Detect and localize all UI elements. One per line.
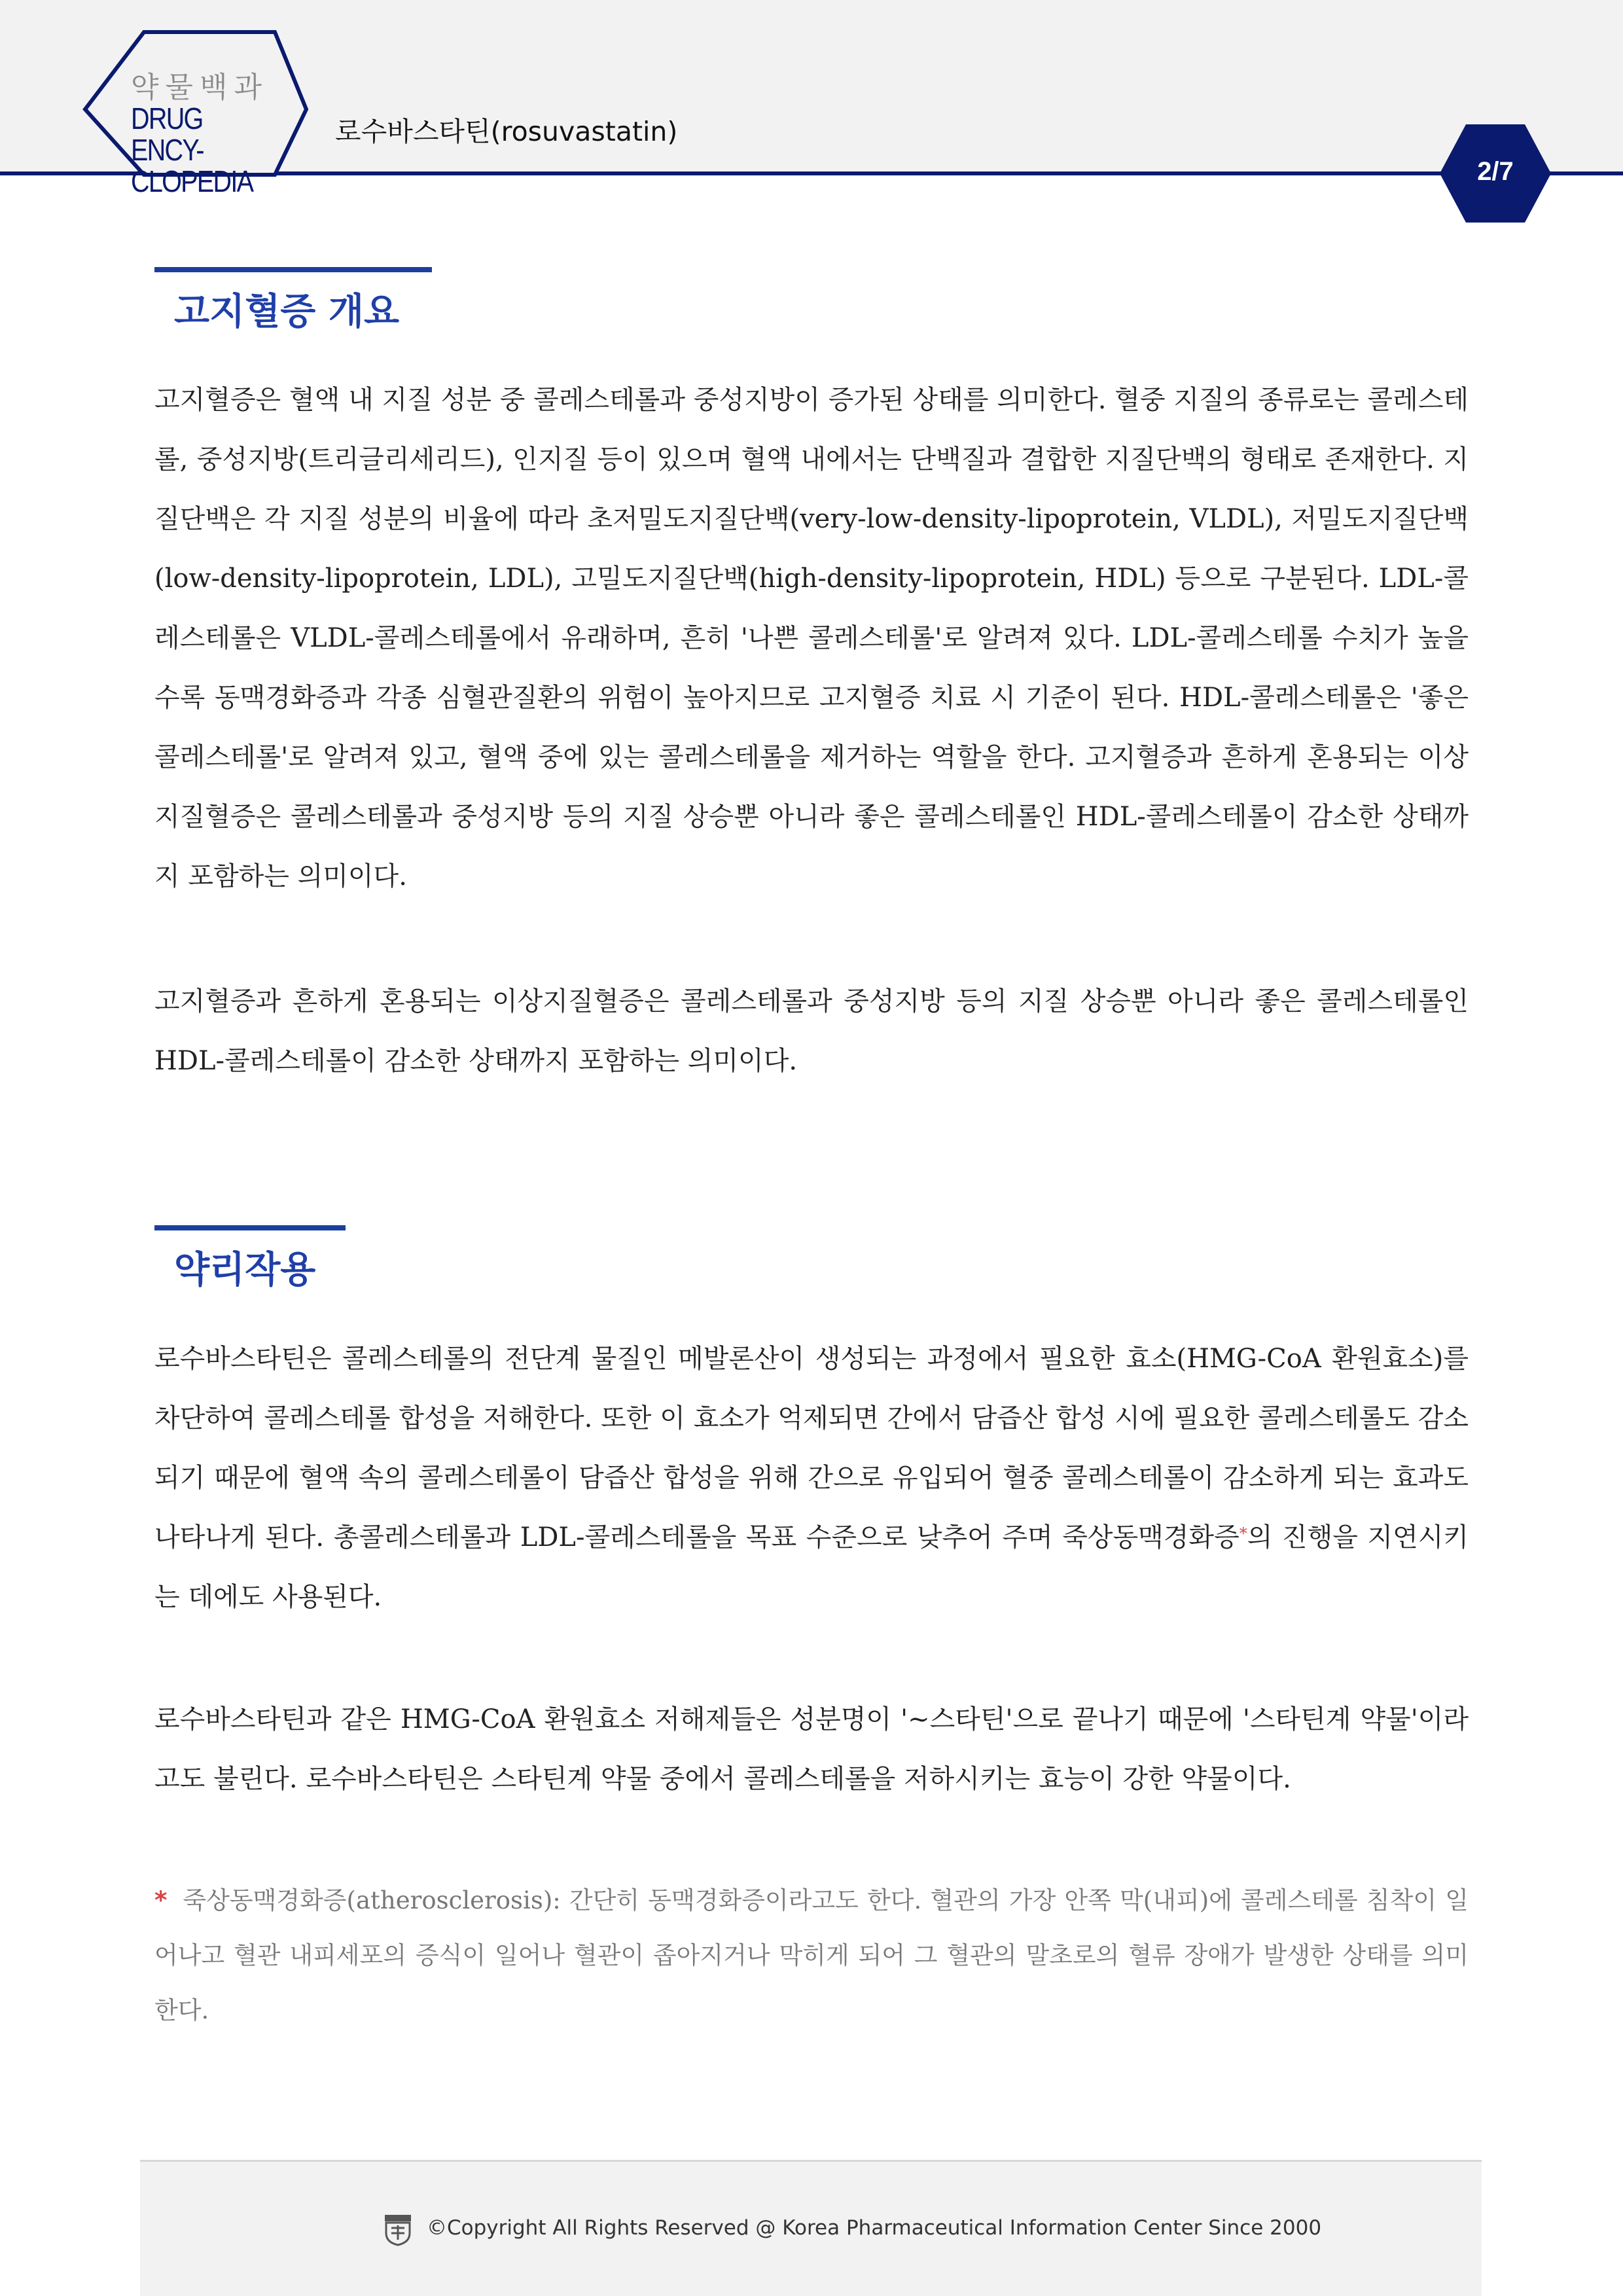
pharmacology-paragraph-1-tail: 의 진행을 지연시키는 데에도 사용된다. xyxy=(154,1522,1469,1612)
drug-encyclopedia-logo xyxy=(79,29,314,198)
footnote xyxy=(154,1873,1469,2038)
document-title: 로수바스타틴(rosuvastatin) xyxy=(335,116,678,147)
section-title-pharmacology: 약리작용 xyxy=(174,1249,316,1291)
page-number-badge xyxy=(1440,124,1551,223)
page-header xyxy=(0,0,1623,223)
footnote-reference-mark: * xyxy=(1239,1524,1247,1543)
overview-paragraph-2: 고지혈증과 흔하게 혼용되는 이상지질혈증은 콜레스테롤과 중성지방 등의 지질 상승뿐 아니라 좋은 콜레스테롤인 HDL-콜레스테롤이 감소한 상태까지 포함하는 의미이다. xyxy=(154,986,1469,1076)
copyright-text: ©Copyright All Rights Reserved @ Korea Pharmaceutical Information Center Since 2000 xyxy=(427,2216,1322,2240)
logo-english-line1: DRUG ENCY- xyxy=(131,101,204,167)
pharmacology-paragraph-1 xyxy=(154,1329,1469,1627)
section-rule-overview xyxy=(154,267,432,272)
page-footer xyxy=(140,2160,1482,2296)
logo-korean-text: 약물백과 xyxy=(131,71,269,104)
pharmacology-paragraph-1-text: 로수바스타틴은 콜레스테롤의 전단계 물질인 메발론산이 생성되는 과정에서 필요한 효소(HMG-CoA 환원효소)를 차단하여 콜레스테롤 합성을 저해한다. 또한 이 효소가 억제되면 간에서 담즙산 합성 시에 필요한 콜레스테롤도 감소되기 때문에 혈액 속의 콜레스테롤이 담즙산 합성을 위해 간으로 유입되어 혈중 콜레스테롤이 감소하게 되는 효과도 나타나게 된다. 총콜레스테롤과 LDL-콜레스테롤을 목표 수준으로 낮추어 주며 죽상동맥경화증 xyxy=(154,1344,1469,1552)
kpic-emblem-icon xyxy=(383,2214,412,2246)
logo-english-line2: CLOPEDIA xyxy=(131,164,253,198)
pharmacology-paragraph-2: 로수바스타틴과 같은 HMG-CoA 환원효소 저해제들은 성분명이 '~스타틴'으로 끝나기 때문에 '스타틴계 약물'이라고도 불린다. 로수바스타틴은 스타틴계 약물 중에서 콜레스테롤을 저하시키는 효능이 강한 약물이다. xyxy=(154,1704,1469,1794)
footnote-mark: * xyxy=(154,1886,168,1914)
footnote-text: 죽상동맥경화증(atherosclerosis): 간단히 동맥경화증이라고도 한다. 혈관의 가장 안쪽 막(내피)에 콜레스테롤 침착이 일어나고 혈관 내피세포의 증식이 일어나 혈관이 좁아지거나 막히게 되어 그 혈관의 말초로의 혈류 장애가 발생한 상태를 의미한다. xyxy=(154,1886,1469,2024)
footer-rule xyxy=(140,2160,1482,2162)
section-title-overview: 고지혈증 개요 xyxy=(174,291,400,333)
section-rule-pharmacology xyxy=(154,1225,346,1230)
overview-paragraph-1: 고지혈증은 혈액 내 지질 성분 중 콜레스테롤과 중성지방이 증가된 상태를 의미한다. 혈중 지질의 종류로는 콜레스테롤, 중성지방(트리글리세리드), 인지질 등이 있으며 혈액 내에서는 단백질과 결합한 지질단백의 형태로 존재한다. 지질단백은 각 지질 성분의 비율에 따라 초저밀도지질단백(very-low-density-lipoprotein, VLDL), 저밀도지질단백(low-density-lipoprotein, LDL), 고밀도지질단백(high-density-lipoprotein, HDL) 등으로 구분된다. LDL-콜레스테롤은 VLDL-콜레스테롤에서 유래하며, 흔히 '나쁜 콜레스테롤'로 알려져 있다. LDL-콜레스테롤 수치가 높을수록 동맥경화증과 각종 심혈관질환의 위험이 높아지므로 고지혈증 치료 시 기준이 된다. HDL-콜레스테롤은 '좋은 콜레스테롤'로 알려져 있고, 혈액 중에 있는 콜레스테롤을 제거하는 역할을 한다. 고지혈증과 흔하게 혼용되는 이상지질혈증은 콜레스테롤과 중성지방 등의 지질 상승뿐 아니라 좋은 콜레스테롤인 HDL-콜레스테롤이 감소한 상태까지 포함하는 의미이다. xyxy=(154,385,1469,891)
logo-english-text xyxy=(131,103,277,197)
page-number: 2/7 xyxy=(1477,157,1514,186)
